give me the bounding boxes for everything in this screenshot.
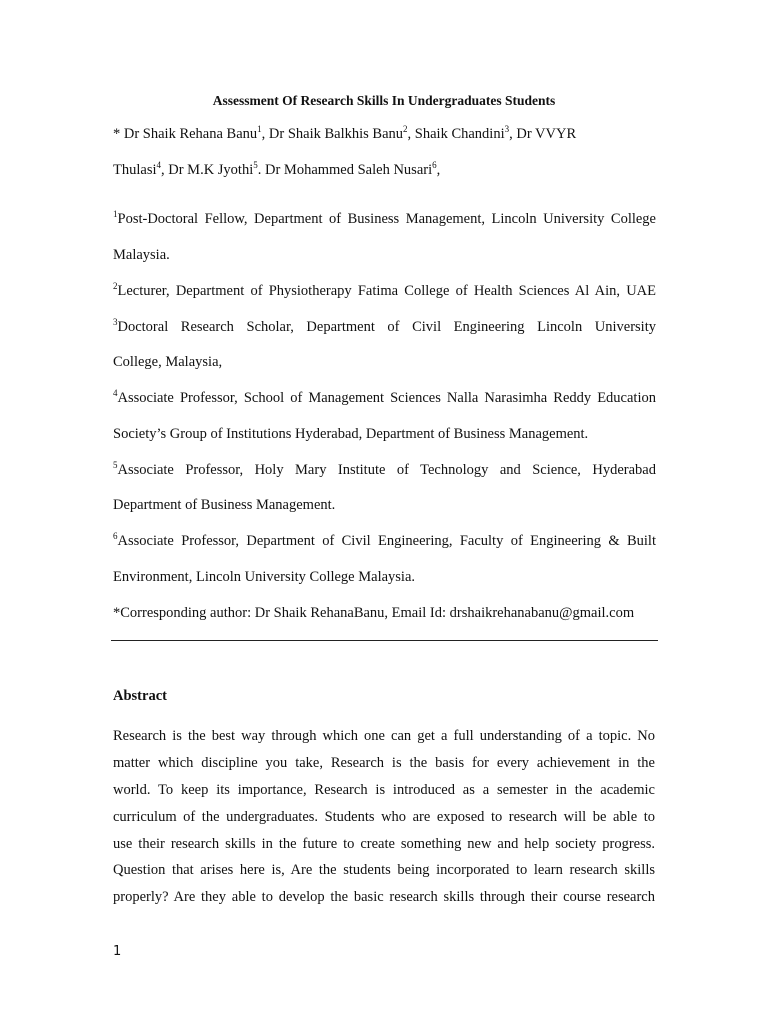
author-text: , Dr VVYR [509, 126, 577, 142]
abstract-line: use their research skills in the future to create something new and help society progress. [113, 836, 655, 852]
affiliation-text: Lecturer, Department of Physiotherapy Fatima College of Health Sciences Al Ain, UAE [117, 283, 656, 299]
author-superscript: 4 [156, 160, 161, 171]
affiliation-text: Associate Professor, School of Management Sciences Nalla Narasimha Reddy Education [117, 390, 656, 406]
abstract-line: curriculum of the undergraduates. Students who are exposed to research will be able to [113, 809, 655, 825]
affiliation-text: Associate Professor, Department of Civil Engineering, Faculty of Engineering & Built [117, 533, 656, 549]
affiliation-4-line-1 [113, 390, 656, 407]
affiliation-superscript: 3 [113, 317, 118, 328]
author-line-1 [113, 126, 656, 143]
affiliation-6-line-1 [113, 533, 656, 550]
author-superscript: 2 [403, 124, 408, 135]
affiliation-5-line-2: Department of Business Management. [113, 497, 336, 513]
affiliation-1-line-2: Malaysia. [113, 247, 170, 263]
author-superscript: 3 [504, 124, 510, 135]
abstract-line: matter which discipline you take, Research is the basis for every achievement in the [113, 755, 655, 771]
affiliation-superscript: 5 [113, 460, 118, 471]
affiliation-superscript: 4 [113, 388, 118, 399]
author-text: , Shaik Chandini [407, 126, 505, 142]
corresponding-author: *Corresponding author: Dr Shaik RehanaBanu, Email Id: drshaikrehanabanu@gmail.com [113, 605, 635, 621]
affiliation-superscript: 6 [113, 531, 118, 542]
author-text: . Dr Mohammed Saleh Nusari [257, 162, 433, 178]
affiliation-superscript: 1 [113, 209, 118, 220]
section-divider [111, 640, 658, 641]
author-text: Thulasi [113, 162, 157, 178]
abstract-line: properly? Are they able to develop the basic research skills through their course research [113, 889, 655, 905]
abstract-line: world. To keep its importance, Research is introduced as a semester in the academic [113, 782, 655, 798]
author-text: , Dr M.K Jyothi [161, 162, 254, 178]
affiliation-3-line-1 [113, 319, 656, 336]
author-superscript: 5 [253, 160, 258, 171]
author-text: , [436, 162, 441, 178]
affiliation-text: Post-Doctoral Fellow, Department of Business Management, Lincoln University College [117, 211, 656, 227]
affiliation-4-line-2: Society’s Group of Institutions Hyderabad, Department of Business Management. [113, 426, 589, 442]
abstract-line: Question that arises here is, Are the students being incorporated to learn research skills [113, 862, 655, 878]
affiliation-6-line-2: Environment, Lincoln University College Malaysia. [113, 569, 416, 585]
affiliation-1-line-1 [113, 211, 656, 228]
affiliation-2-line-1 [113, 283, 656, 300]
abstract-line: Research is the best way through which one can get a full understanding of a topic. No [113, 728, 655, 744]
affiliation-3-line-2: College, Malaysia, [113, 354, 223, 370]
affiliation-text: Associate Professor, Holy Mary Institute of Technology and Science, Hyderabad [117, 462, 656, 478]
paper-title: Assessment Of Research Skills In Undergraduates Students [212, 93, 556, 108]
page-number: 1 [113, 944, 122, 959]
abstract-heading: Abstract [113, 688, 167, 704]
affiliation-superscript: 2 [113, 281, 118, 292]
affiliation-5-line-1 [113, 462, 656, 479]
author-text: * Dr Shaik Rehana Banu [113, 126, 258, 142]
affiliation-text: Doctoral Research Scholar, Department of Civil Engineering Lincoln University [117, 319, 656, 335]
author-line-2 [113, 162, 656, 179]
author-text: , Dr Shaik Balkhis Banu [261, 126, 404, 142]
author-superscript: 6 [432, 160, 437, 171]
author-superscript: 1 [257, 124, 262, 135]
